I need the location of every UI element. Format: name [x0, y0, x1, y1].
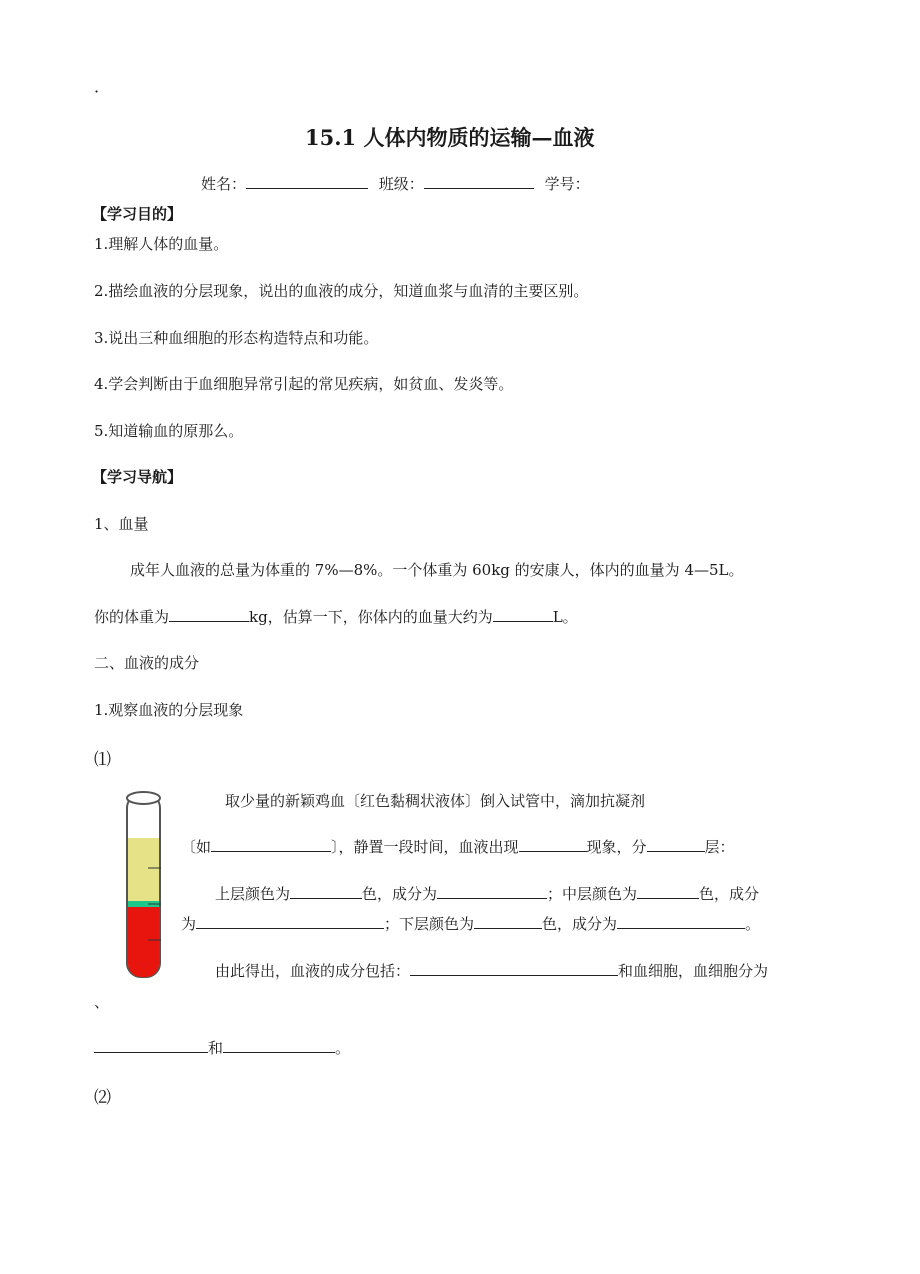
layers-count-blank[interactable] — [647, 837, 705, 852]
objectives-heading: 【学习目的】 — [92, 205, 183, 223]
question-text: kg，估算一下，你体内的血量大约为 — [249, 608, 493, 626]
experiment-text-5 — [215, 960, 768, 981]
experiment-text: ；下层颜色为 — [384, 915, 475, 933]
experiment-text: 色，成分为 — [542, 915, 618, 933]
page-title: 15.1 人体内物质的运输—血液 — [305, 125, 595, 150]
lower-color-blank[interactable] — [474, 914, 542, 929]
experiment-text: 。 — [335, 1039, 351, 1057]
experiment-text-7 — [94, 1037, 350, 1058]
blood-volume-title: 1、血量 — [94, 515, 149, 533]
upper-component-blank[interactable] — [437, 884, 547, 899]
id-label: 学号： — [544, 175, 590, 193]
experiment-text-4 — [181, 913, 760, 934]
question-text: L。 — [552, 608, 578, 626]
composition-title: 二、血液的成分 — [94, 654, 200, 672]
objective-item: 4.学会判断由于血细胞异常引起的常见疾病，如贫血、发炎等。 — [94, 375, 514, 393]
experiment-text-2 — [181, 836, 735, 857]
tube-mouth — [127, 792, 160, 804]
experiment-text: 〕，静置一段时间，血液出现 — [331, 838, 519, 856]
experiment-text: 由此得出，血液的成分包括： — [215, 962, 411, 980]
page-dot: · — [94, 82, 100, 101]
blood-volume-question — [94, 606, 578, 627]
experiment-text: 色，成分为 — [362, 885, 438, 903]
student-info-line — [201, 173, 590, 194]
upper-color-blank[interactable] — [290, 884, 362, 899]
middle-color-blank[interactable] — [637, 884, 699, 899]
class-label: 班级： — [378, 175, 424, 193]
navigation-heading: 【学习导航】 — [92, 468, 183, 486]
objective-item: 5.知道输血的原那么。 — [94, 422, 244, 440]
separator-comma: 、 — [94, 993, 110, 1011]
name-label: 姓名： — [201, 175, 247, 193]
objective-item: 1.理解人体的血量。 — [94, 235, 229, 253]
weight-blank[interactable] — [169, 607, 249, 622]
experiment-text: 和血细胞，血细胞分为 — [618, 962, 769, 980]
item-number-2: ⑵ — [94, 1088, 111, 1108]
question-text: 你的体重为 — [94, 608, 170, 626]
experiment-text: 现象，分 — [586, 838, 647, 856]
item-number-1: ⑴ — [94, 750, 111, 770]
name-blank[interactable] — [246, 174, 368, 189]
experiment-text: 为 — [181, 915, 197, 933]
cell-type-blank-1[interactable] — [94, 1038, 208, 1053]
plasma-layer — [128, 838, 159, 903]
experiment-text: 上层颜色为 — [215, 885, 291, 903]
objective-item: 2.描绘血液的分层现象，说出的血液的成分，知道血浆与血清的主要区别。 — [94, 282, 589, 300]
experiment-text: ；中层颜色为 — [547, 885, 638, 903]
experiment-text-1: 取少量的新颖鸡血〔红色黏稠状液体〕倒入试管中，滴加抗凝剂 — [225, 792, 646, 810]
experiment-text: 〔如 — [181, 838, 212, 856]
phenomenon-blank[interactable] — [519, 837, 587, 852]
experiment-text: 和 — [208, 1039, 224, 1057]
blood-volume-blank[interactable] — [493, 607, 553, 622]
lower-component-blank[interactable] — [617, 914, 745, 929]
experiment-text: 。 — [745, 915, 761, 933]
blood-components-blank[interactable] — [410, 961, 618, 976]
test-tube-illustration — [120, 786, 172, 986]
middle-component-blank[interactable] — [196, 914, 384, 929]
objective-item: 3.说出三种血细胞的形态构造特点和功能。 — [94, 329, 379, 347]
experiment-text-3 — [215, 883, 759, 904]
anticoagulant-blank[interactable] — [211, 837, 331, 852]
class-blank[interactable] — [424, 174, 534, 189]
cell-type-blank-2[interactable] — [223, 1038, 335, 1053]
experiment-text: 层： — [704, 838, 735, 856]
observation-subtitle: 1.观察血液的分层现象 — [94, 701, 244, 719]
experiment-text: 色，成分 — [699, 885, 760, 903]
blood-volume-paragraph: 成年人血液的总量为体重的 7%—8%。一个体重为 60kg 的安康人，体内的血量为 4—5L。 — [130, 561, 744, 579]
